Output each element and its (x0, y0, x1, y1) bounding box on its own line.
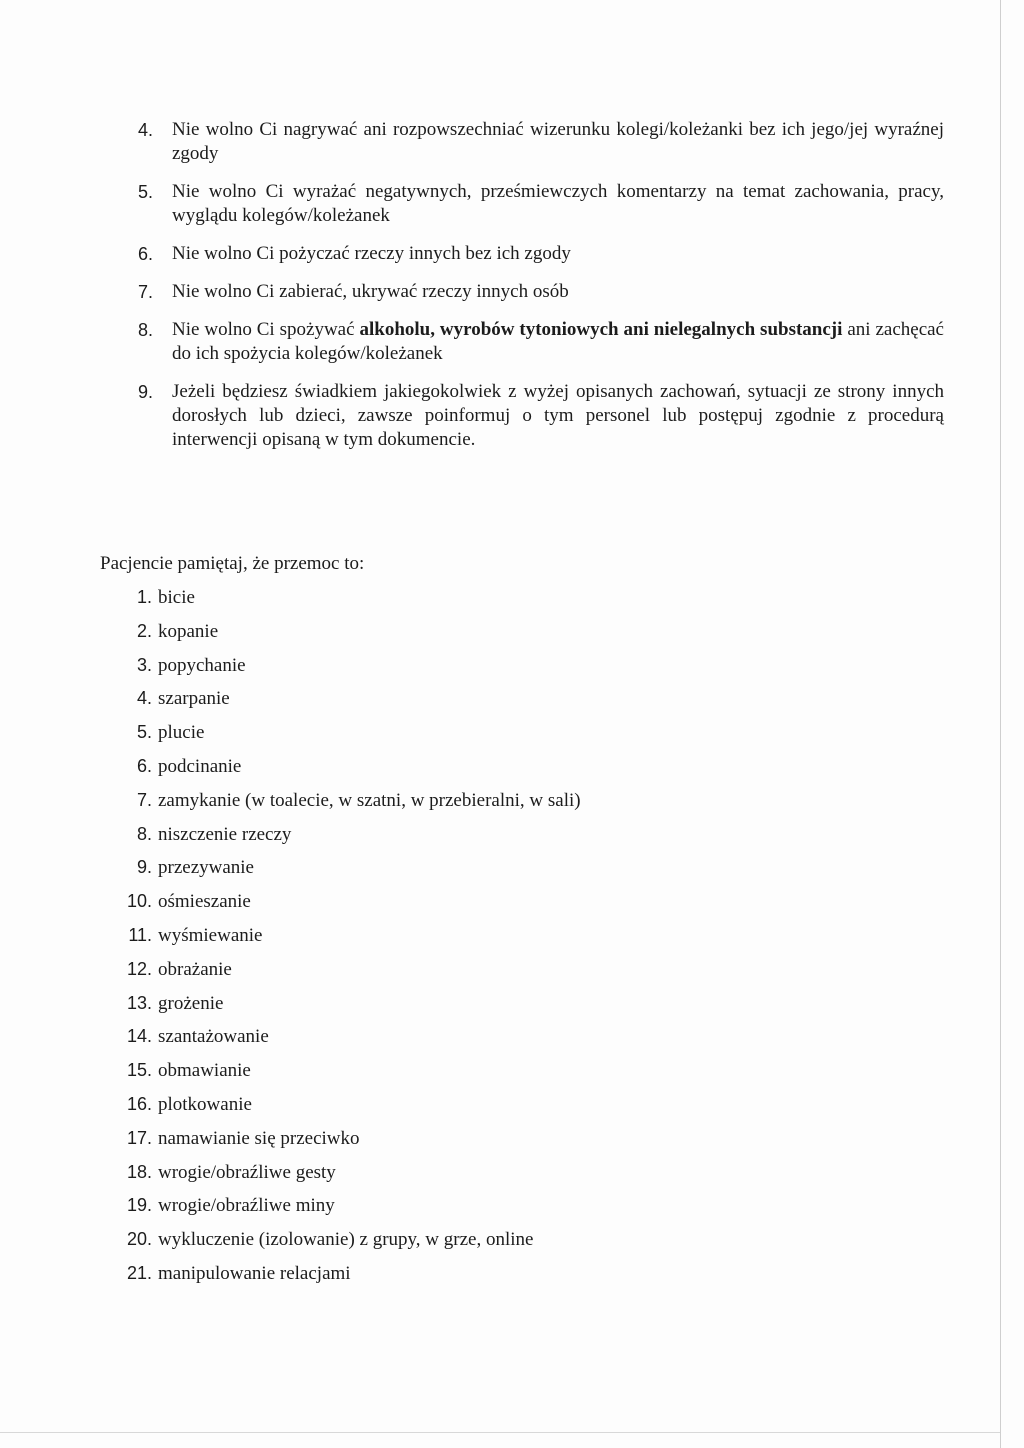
violence-item-number: 19. (126, 1195, 152, 1216)
violence-list-item (118, 1227, 718, 1261)
rule-text-bold: alkoholu, wyrobów tytoniowych ani nielegalnych substancji (359, 319, 843, 340)
violence-item-text: wyśmiewanie (158, 924, 263, 946)
violence-item-number: 13. (126, 992, 152, 1013)
violence-item-text: popychanie (158, 654, 246, 676)
violence-list-item (118, 889, 718, 923)
violence-item-number: 21. (126, 1262, 152, 1283)
violence-item-text: niszczenie rzeczy (158, 823, 292, 845)
violence-list-item (118, 754, 718, 788)
violence-list-item (118, 1058, 718, 1092)
violence-item-number: 9. (136, 857, 152, 878)
rules-list (138, 118, 944, 466)
rule-text: Nie wolno Ci pożyczać rzeczy innych bez ich zgody (172, 243, 571, 264)
violence-item-text: manipulowanie relacjami (158, 1262, 351, 1284)
rule-text: Nie wolno Ci nagrywać ani rozpowszechniać wizerunku kolegi/koleżanki bez ich jego/jej wyraźnej zgody (172, 119, 944, 164)
violence-list-item (118, 720, 718, 754)
violence-item-number: 1. (136, 587, 152, 607)
violence-list-item (118, 991, 718, 1025)
rule-text: Jeżeli będziesz świadkiem jakiegokolwiek z wyżej opisanych zachowań, sytuacji ze strony innych dorosłych lub dzieci, zawsze poinformuj o tym personel lub postępuj zgodnie z procedurą interwencji opisaną w tym dokumencie. (172, 381, 944, 450)
rule-number: 5. (138, 182, 154, 202)
violence-list-item (118, 1126, 718, 1160)
violence-item-number: 12. (126, 958, 152, 979)
violence-list (118, 585, 718, 1295)
violence-list-item (118, 686, 718, 720)
rule-text: ani zachęcać do ich spożycia kolegów/koleżanek (172, 319, 944, 364)
violence-item-text: kopanie (158, 620, 219, 642)
violence-item-text: ośmieszanie (158, 891, 251, 913)
violence-item-text: bicie (158, 587, 195, 608)
violence-item-text: obrażanie (158, 958, 232, 980)
scan-edge-line (1000, 0, 1001, 1448)
violence-item-number: 10. (126, 891, 152, 912)
violence-item-number: 2. (136, 620, 152, 641)
violence-item-number: 18. (126, 1161, 152, 1182)
violence-list-item (118, 855, 718, 889)
violence-item-number: 17. (126, 1127, 152, 1148)
violence-list-item (118, 1024, 718, 1058)
violence-list-item (118, 619, 718, 653)
violence-list-item (118, 957, 718, 991)
rule-text: Nie wolno Ci zabierać, ukrywać rzeczy innych osób (172, 281, 569, 302)
violence-item-number: 14. (126, 1026, 152, 1047)
violence-item-number: 8. (136, 823, 152, 844)
violence-item-number: 16. (126, 1093, 152, 1114)
rule-number: 4. (138, 120, 154, 140)
violence-item-text: namawianie się przeciwko (158, 1127, 360, 1149)
violence-item-number: 6. (136, 755, 152, 776)
rule-text: Nie wolno Ci spożywać (172, 319, 360, 340)
violence-item-text: wrogie/obraźliwe gesty (158, 1161, 336, 1183)
violence-item-text: grożenie (158, 992, 224, 1014)
violence-item-text: obmawianie (158, 1060, 251, 1082)
violence-list-item (118, 585, 718, 619)
violence-item-number: 5. (136, 722, 152, 743)
violence-item-text: szarpanie (158, 688, 230, 710)
violence-item-number: 11. (128, 924, 152, 945)
violence-list-item (118, 1160, 718, 1194)
scan-edge-line (0, 1432, 1000, 1433)
violence-item-text: zamykanie (w toalecie, w szatni, w przebieralni, w sali) (158, 789, 581, 811)
violence-item-number: 15. (126, 1060, 152, 1081)
rule-number: 7. (138, 282, 154, 302)
rule-number: 6. (138, 244, 154, 264)
rule-item (138, 318, 944, 366)
rule-item (138, 380, 944, 452)
violence-item-text: plucie (158, 722, 205, 744)
violence-item-number: 20. (126, 1229, 152, 1250)
violence-item-number: 7. (136, 789, 152, 810)
violence-list-item (118, 653, 718, 687)
violence-list-item (118, 1092, 718, 1126)
rule-item (138, 242, 944, 266)
violence-list-item (118, 788, 718, 822)
rule-item (138, 180, 944, 228)
rule-number: 9. (138, 382, 154, 402)
violence-item-number: 3. (136, 654, 152, 675)
violence-item-text: wrogie/obraźliwe miny (158, 1195, 335, 1217)
violence-intro: Pacjencie pamiętaj, że przemoc to: (100, 553, 365, 574)
violence-list-item (118, 822, 718, 856)
violence-list-item (118, 1193, 718, 1227)
rule-number: 8. (138, 320, 154, 340)
violence-item-number: 4. (136, 688, 152, 709)
violence-item-text: wykluczenie (izolowanie) z grupy, w grze, online (158, 1229, 534, 1251)
violence-item-text: przezywanie (158, 857, 254, 879)
violence-list-item (118, 1261, 718, 1295)
violence-item-text: plotkowanie (158, 1093, 252, 1115)
rule-text: Nie wolno Ci wyrażać negatywnych, prześmiewczych komentarzy na temat zachowania, pracy, wyglądu kolegów/koleżanek (172, 181, 944, 226)
rule-item (138, 118, 944, 166)
violence-item-text: podcinanie (158, 755, 242, 777)
violence-item-text: szantażowanie (158, 1026, 269, 1048)
rule-item (138, 280, 944, 304)
violence-list-item (118, 923, 718, 957)
